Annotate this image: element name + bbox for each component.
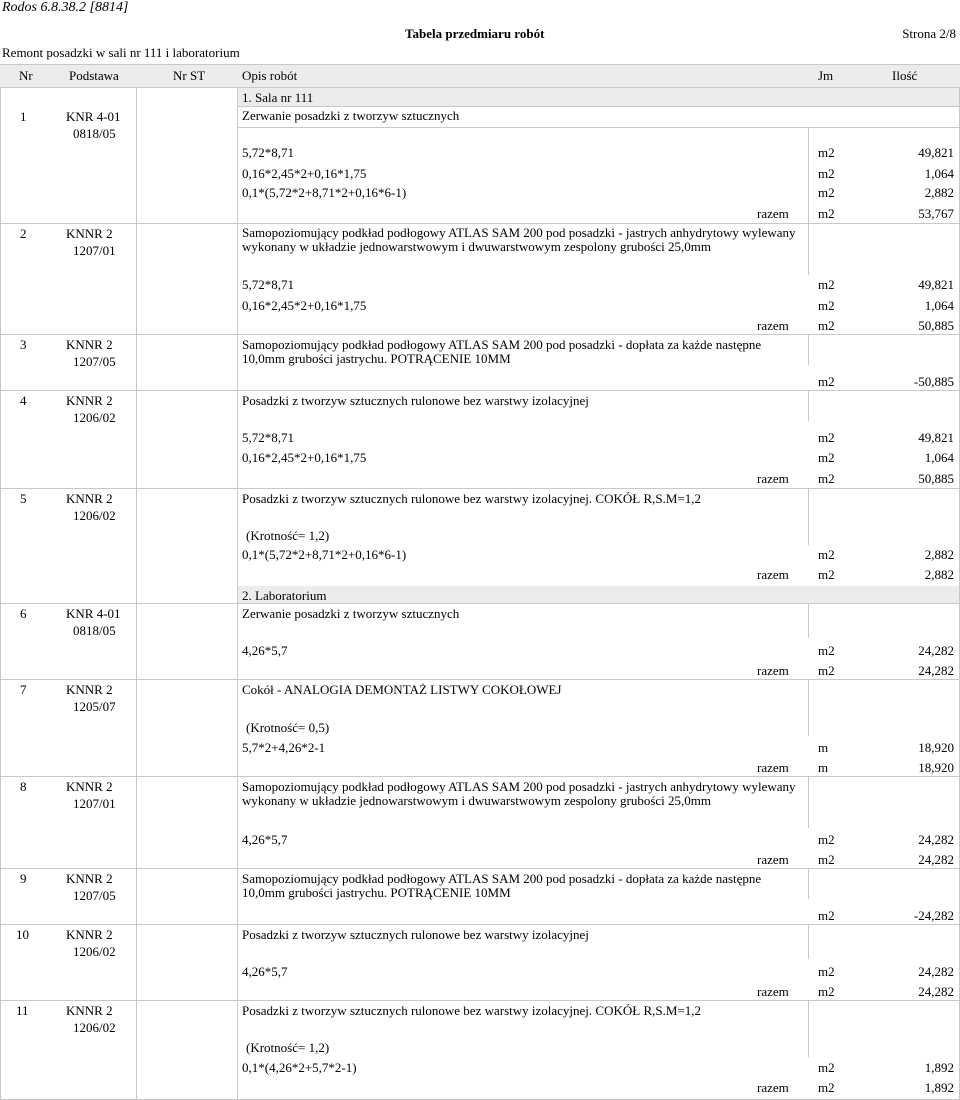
measure-unit: m2 xyxy=(818,547,835,562)
item-description: Posadzki z tworzyw sztucznych rulonowe bez warstwy izolacyjnej xyxy=(242,393,589,408)
measure-expression: 0,1*(4,26*2+5,7*2-1) xyxy=(242,1060,357,1075)
software-version: Rodos 6.8.38.2 [8814] xyxy=(2,0,129,15)
total-value: 24,282 xyxy=(918,852,954,867)
item-nr: 1 xyxy=(20,109,27,124)
total-unit: m2 xyxy=(818,852,835,867)
measure-value: 1,892 xyxy=(924,1060,954,1075)
measure-value: 24,282 xyxy=(918,964,954,979)
col-header-podstawa: Podstawa xyxy=(69,68,119,83)
measure-unit: m2 xyxy=(818,430,835,445)
col-header-nr: Nr xyxy=(19,68,33,83)
section-title: 2. Laboratorium xyxy=(242,588,327,603)
item-podstawa-code: 1207/01 xyxy=(73,243,116,258)
measure-expression: 4,26*5,7 xyxy=(242,964,288,979)
item-podstawa-code: 1206/02 xyxy=(73,944,116,959)
item-description: Zerwanie posadzki z tworzyw sztucznych xyxy=(242,108,460,123)
measure-unit: m2 xyxy=(818,298,835,313)
item-description: Zerwanie posadzki z tworzyw sztucznych xyxy=(242,606,460,621)
total-unit: m2 xyxy=(818,206,835,221)
total-label: razem xyxy=(757,760,789,775)
total-label: razem xyxy=(757,984,789,999)
measure-unit: m2 xyxy=(818,643,835,658)
measure-unit: m2 xyxy=(818,145,835,160)
total-unit: m2 xyxy=(818,318,835,333)
item-description: Posadzki z tworzyw sztucznych rulonowe bez warstwy izolacyjnej. COKÓŁ R,S.M=1,2 xyxy=(242,491,701,506)
total-unit: m2 xyxy=(818,567,835,582)
total-value: 50,885 xyxy=(918,471,954,486)
total-value: 2,882 xyxy=(924,567,954,582)
total-label: razem xyxy=(757,852,789,867)
measure-expression: 0,1*(5,72*2+8,71*2+0,16*6-1) xyxy=(242,185,407,200)
total-label: razem xyxy=(757,1080,789,1095)
total-value: 18,920 xyxy=(918,760,954,775)
measure-unit: m2 xyxy=(818,832,835,847)
measure-expression: 0,16*2,45*2+0,16*1,75 xyxy=(242,450,367,465)
item-podstawa: KNNR 2 xyxy=(66,337,113,352)
measure-unit: m2 xyxy=(818,166,835,181)
item-podstawa: KNNR 2 xyxy=(66,927,113,942)
item-description: Samopoziomujący podkład podłogowy ATLAS SAM 200 pod posadzki - dopłata za każde następne 10,0mm grubości jastrychu. POTRĄCENIE 10MM xyxy=(242,871,762,900)
measure-expression: 5,72*8,71 xyxy=(242,277,294,292)
total-value: 53,767 xyxy=(918,206,954,221)
item-description: Posadzki z tworzyw sztucznych rulonowe bez warstwy izolacyjnej. COKÓŁ R,S.M=1,2 xyxy=(242,1003,701,1018)
measure-value: -50,885 xyxy=(913,374,954,389)
col-header-jm: Jm xyxy=(818,68,834,83)
item-nr: 10 xyxy=(16,927,29,942)
total-unit: m2 xyxy=(818,984,835,999)
item-description: Samopoziomujący podkład podłogowy ATLAS SAM 200 pod posadzki - dopłata za każde następne 10,0mm grubości jastrychu. POTRĄCENIE 10MM xyxy=(242,337,762,366)
measure-value: 1,064 xyxy=(924,450,954,465)
measure-value: 24,282 xyxy=(918,643,954,658)
item-nr: 5 xyxy=(20,491,27,506)
measure-unit: m2 xyxy=(818,450,835,465)
measure-value: 2,882 xyxy=(924,547,954,562)
col-header-ilosc: Ilość xyxy=(892,68,918,83)
total-label: razem xyxy=(757,206,789,221)
total-value: 24,282 xyxy=(918,663,954,678)
item-description: Cokół - ANALOGIA DEMONTAŻ LISTWY COKOŁOWEJ xyxy=(242,682,562,697)
measure-unit: m2 xyxy=(818,908,835,923)
total-unit: m2 xyxy=(818,1080,835,1095)
item-podstawa: KNNR 2 xyxy=(66,682,113,697)
measure-value: 49,821 xyxy=(918,145,954,160)
multiplier-note: (Krotność= 1,2) xyxy=(246,528,330,543)
total-unit: m xyxy=(818,760,829,775)
item-podstawa: KNR 4-01 xyxy=(66,606,121,621)
total-unit: m2 xyxy=(818,663,835,678)
measure-expression: 0,1*(5,72*2+8,71*2+0,16*6-1) xyxy=(242,547,407,562)
item-nr: 11 xyxy=(16,1003,29,1018)
measure-unit: m2 xyxy=(818,277,835,292)
measure-expression: 0,16*2,45*2+0,16*1,75 xyxy=(242,298,367,313)
measure-value: 1,064 xyxy=(924,166,954,181)
measure-expression: 4,26*5,7 xyxy=(242,832,288,847)
measure-value: -24,282 xyxy=(913,908,954,923)
item-podstawa-code: 0818/05 xyxy=(73,126,116,141)
item-nr: 4 xyxy=(20,393,27,408)
measure-value: 49,821 xyxy=(918,430,954,445)
col-header-opis: Opis robót xyxy=(242,68,298,83)
total-label: razem xyxy=(757,567,789,582)
measure-unit: m2 xyxy=(818,964,835,979)
item-podstawa: KNNR 2 xyxy=(66,779,113,794)
section-title: 1. Sala nr 111 xyxy=(242,90,314,105)
item-nr: 6 xyxy=(20,606,27,621)
item-nr: 9 xyxy=(20,871,27,886)
item-podstawa-code: 1206/02 xyxy=(73,1020,116,1035)
item-podstawa: KNNR 2 xyxy=(66,491,113,506)
measure-unit: m2 xyxy=(818,185,835,200)
item-podstawa: KNNR 2 xyxy=(66,226,113,241)
item-podstawa: KNR 4-01 xyxy=(66,109,121,124)
item-podstawa-code: 1207/01 xyxy=(73,796,116,811)
item-nr: 2 xyxy=(20,226,27,241)
item-nr: 3 xyxy=(20,337,27,352)
measure-value: 18,920 xyxy=(918,740,954,755)
total-value: 50,885 xyxy=(918,318,954,333)
item-nr: 7 xyxy=(20,682,27,697)
multiplier-note: (Krotność= 1,2) xyxy=(246,1040,330,1055)
total-label: razem xyxy=(757,318,789,333)
measure-value: 1,064 xyxy=(924,298,954,313)
item-description: Samopoziomujący podkład podłogowy ATLAS SAM 200 pod posadzki - jastrych anhydrytowy wylewany wykonany w układzie jednowarstwowym i dwuwarstwowym zespolony grubości 25,0mm xyxy=(242,225,796,254)
item-podstawa-code: 1205/07 xyxy=(73,699,116,714)
measure-unit: m2 xyxy=(818,374,835,389)
measure-expression: 5,72*8,71 xyxy=(242,145,294,160)
item-podstawa: KNNR 2 xyxy=(66,871,113,886)
col-header-nrst: Nr ST xyxy=(173,68,206,83)
measure-expression: 4,26*5,7 xyxy=(242,643,288,658)
item-nr: 8 xyxy=(20,779,27,794)
page-number: Strona 2/8 xyxy=(902,26,956,41)
column-header-bar xyxy=(0,65,960,87)
item-description: Samopoziomujący podkład podłogowy ATLAS SAM 200 pod posadzki - jastrych anhydrytowy wylewany wykonany w układzie jednowarstwowym i dwuwarstwowym zespolony grubości 25,0mm xyxy=(242,779,796,808)
item-podstawa-code: 1206/02 xyxy=(73,410,116,425)
total-label: razem xyxy=(757,471,789,486)
item-podstawa: KNNR 2 xyxy=(66,1003,113,1018)
total-unit: m2 xyxy=(818,471,835,486)
measure-value: 49,821 xyxy=(918,277,954,292)
item-podstawa: KNNR 2 xyxy=(66,393,113,408)
measure-expression: 0,16*2,45*2+0,16*1,75 xyxy=(242,166,367,181)
measure-unit: m2 xyxy=(818,1060,835,1075)
measure-value: 24,282 xyxy=(918,832,954,847)
total-label: razem xyxy=(757,663,789,678)
measure-unit: m xyxy=(818,740,829,755)
item-podstawa-code: 0818/05 xyxy=(73,623,116,638)
item-podstawa-code: 1206/02 xyxy=(73,508,116,523)
item-description: Posadzki z tworzyw sztucznych rulonowe bez warstwy izolacyjnej xyxy=(242,927,589,942)
total-value: 1,892 xyxy=(924,1080,954,1095)
item-podstawa-code: 1207/05 xyxy=(73,888,116,903)
document-title: Tabela przedmiaru robót xyxy=(405,26,545,41)
total-value: 24,282 xyxy=(918,984,954,999)
measure-expression: 5,7*2+4,26*2-1 xyxy=(242,740,326,755)
project-name: Remont posadzki w sali nr 111 i laboratorium xyxy=(2,45,240,60)
multiplier-note: (Krotność= 0,5) xyxy=(246,720,330,735)
measure-expression: 5,72*8,71 xyxy=(242,430,294,445)
measure-value: 2,882 xyxy=(924,185,954,200)
item-podstawa-code: 1207/05 xyxy=(73,354,116,369)
